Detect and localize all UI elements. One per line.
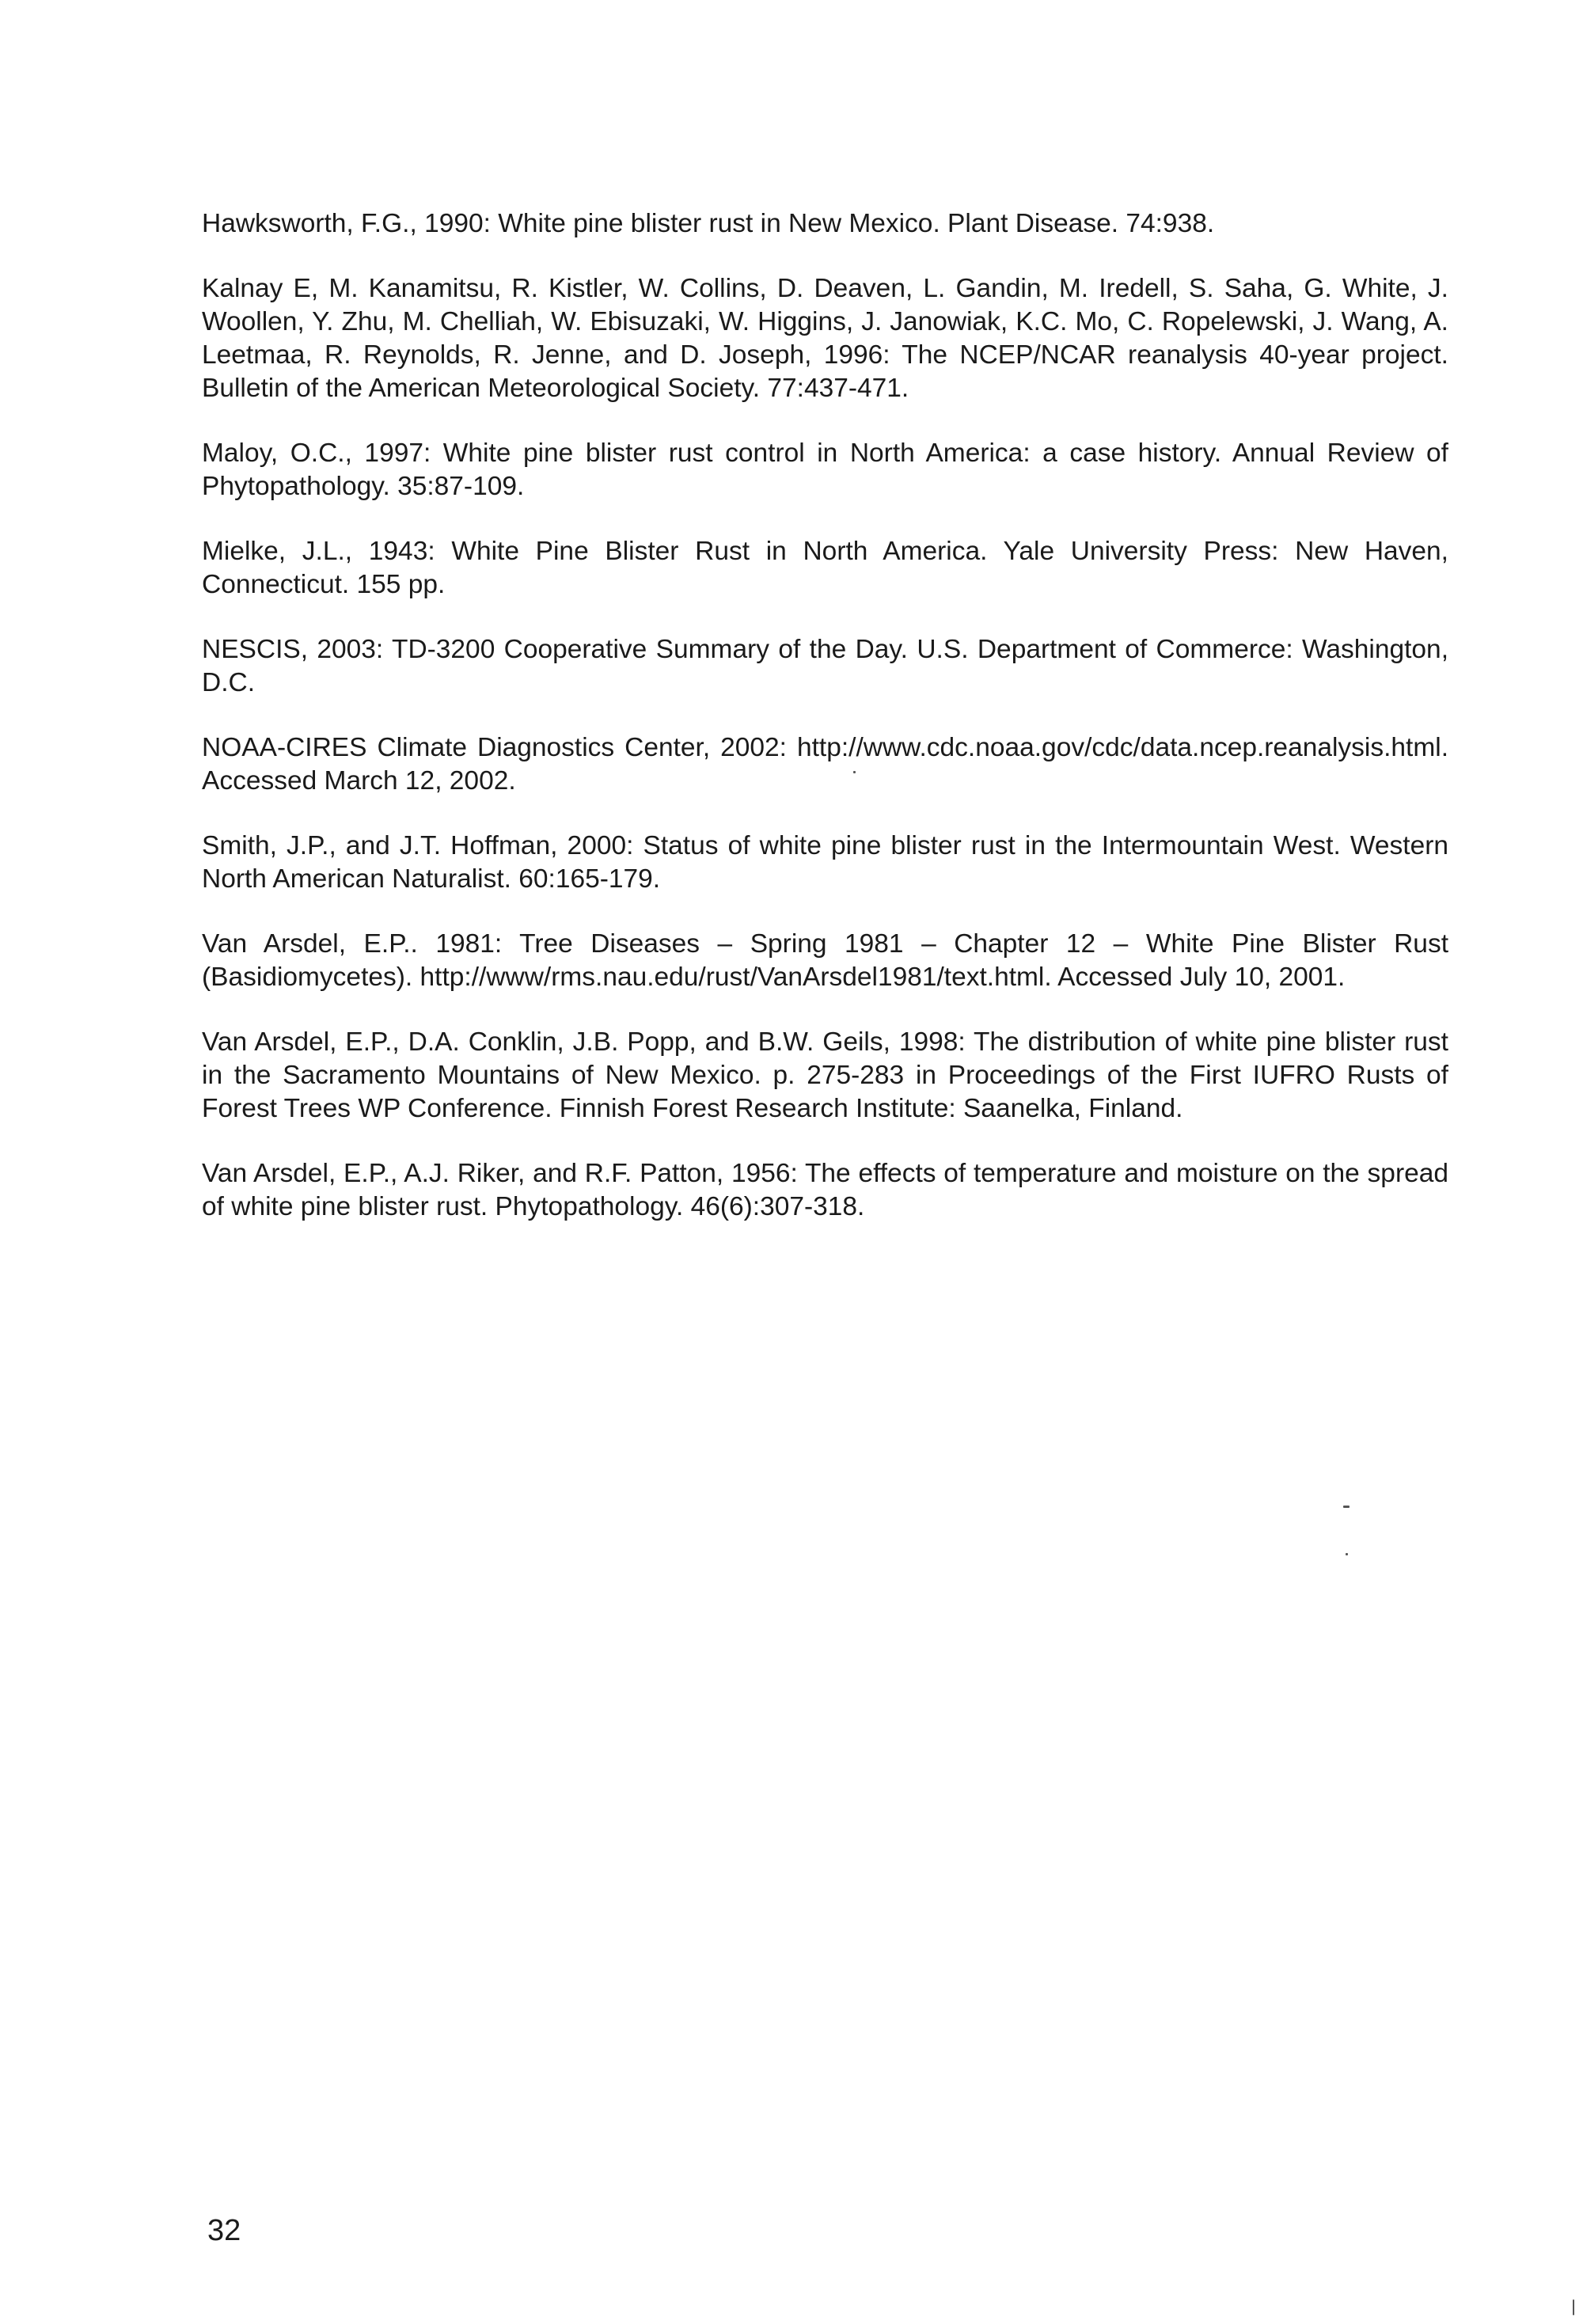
- scan-speck: [1573, 2299, 1574, 2315]
- reference-entry: Van Arsdel, E.P., A.J. Riker, and R.F. Patton, 1956: The effects of temperature and moisture on the spread of white pine blister rust. Phytopathology. 46(6):307-318.: [202, 1159, 1448, 1221]
- reference-entry: Kalnay E, M. Kanamitsu, R. Kistler, W. Collins, D. Deaven, L. Gandin, M. Iredell, S. Saha, G. White, J. Woollen, Y. Zhu, M. Chelliah, W. Ebisuzaki, W. Higgins, J. Janowiak, K.C. Mo, C. Ropelewski, J. Wang, A. Leetmaa, R. Reynolds, R. Jenne, and D. Joseph, 1996: The NCEP/NCAR reanalysis 40-year project. Bulletin of the American Meteorological Society. 77:437-471.: [202, 274, 1448, 403]
- reference-entry: Van Arsdel, E.P., D.A. Conklin, J.B. Popp, and B.W. Geils, 1998: The distribution of white pine blister rust in the Sacramento Mountains of New Mexico. p. 275-283 in Proceedings of the First IUFRO Rusts of Forest Trees WP Conference. Finnish Forest Research Institute: Saanelka, Finland.: [202, 1027, 1448, 1123]
- reference-entry: Smith, J.P., and J.T. Hoffman, 2000: Status of white pine blister rust in the Intermountain West. Western North American Naturalist. 60:165-179.: [202, 831, 1448, 894]
- reference-list: [202, 207, 1448, 1255]
- reference-entry: NESCIS, 2003: TD-3200 Cooperative Summary of the Day. U.S. Department of Commerce: Washington, D.C.: [202, 635, 1448, 697]
- reference-entry: Mielke, J.L., 1943: White Pine Blister Rust in North America. Yale University Press: New Haven, Connecticut. 155 pp.: [202, 537, 1448, 599]
- reference-entry: Hawksworth, F.G., 1990: White pine blister rust in New Mexico. Plant Disease. 74:938.: [202, 209, 1215, 238]
- scan-speck: [853, 771, 856, 773]
- page-number: 32: [207, 2214, 241, 2247]
- reference-entry: NOAA-CIRES Climate Diagnostics Center, 2002: http://www.cdc.noaa.gov/cdc/data.ncep.reanalysis.html. Accessed March 12, 2002.: [202, 733, 1448, 796]
- scan-speck: [1346, 1553, 1348, 1555]
- reference-entry: Maloy, O.C., 1997: White pine blister rust control in North America: a case history. Annual Review of Phytopathology. 35:87-109.: [202, 439, 1448, 501]
- reference-entry: Van Arsdel, E.P.. 1981: Tree Diseases – Spring 1981 – Chapter 12 – White Pine Blister Rust (Basidiomycetes). http://www/rms.nau.edu/rust/VanArsdel1981/text.html. Accessed July 10, 2001.: [202, 929, 1448, 992]
- scan-speck: [1343, 1506, 1350, 1508]
